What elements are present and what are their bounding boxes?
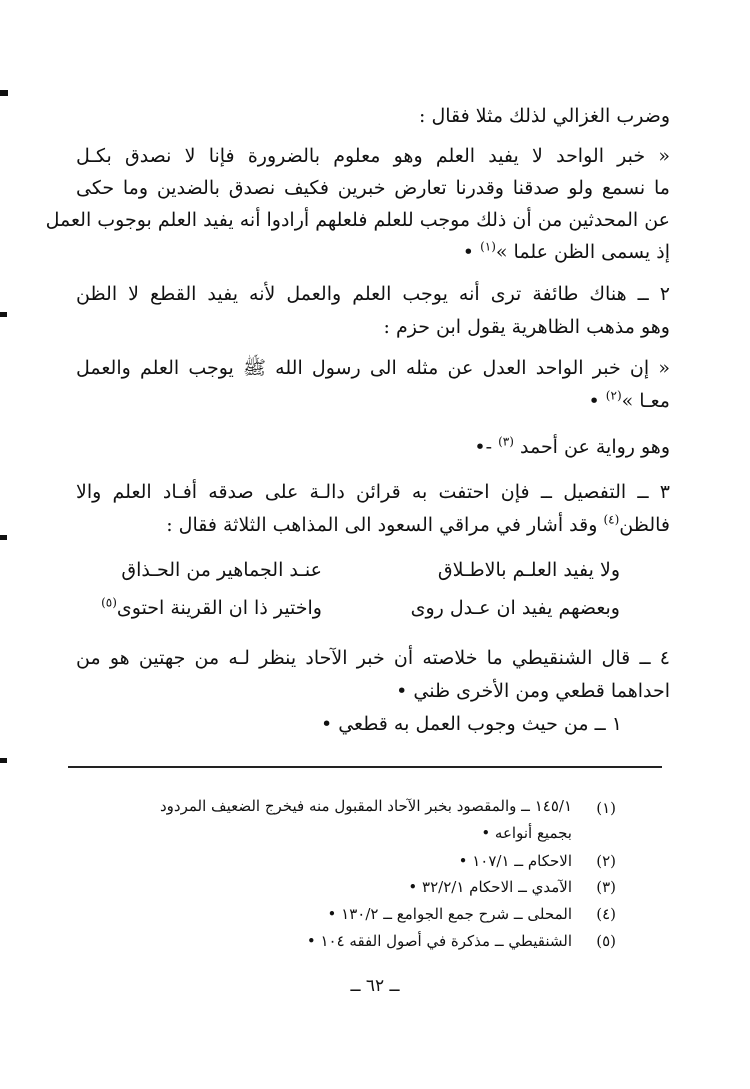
footnote-text: الشنقيطي ــ مذكرة في أصول الفقه ١٠٤ • [306,932,572,950]
text-line: ١ ــ من حيث وجوب العمل به قطعي • [320,713,622,735]
scan-mark [0,312,7,317]
text-line [166,513,670,537]
text-line: « خبر الواحد لا يفيد العلم وهو معلوم بالضرورة فإنا لا نصدق بكـل [76,145,670,167]
verse-hemistich-right: وبعضهم يفيد ان عـدل روى [410,597,620,619]
scan-mark [0,535,7,540]
footnote-text: ١٤٥/١ ــ والمقصود بخبر الآحاد المقبول منه فيخرج الضعيف المردود [159,797,572,815]
verse-hemistich-left: عنـد الجماهير من الحـذاق [121,559,322,581]
text-line: وهو مذهب الظاهرية يقول ابن حزم : [383,316,670,338]
period: • [462,241,475,263]
footnote-ref: (٥) [101,595,117,610]
footnote-separator [68,766,662,768]
footnote-text: الآمدي ــ الاحكام ٣٢/٢/١ • [408,878,572,896]
text-span: معـا » [621,390,670,412]
text-line: ٤ ــ قال الشنقيطي ما خلاصته أن خبر الآحاد ينظر لـه من جهتين هو من [76,647,670,669]
text-line: « إن خبر الواحد العدل عن مثله الى رسول الله ﷺ يوجب العلم والعمل [76,357,670,379]
footnote-ref: (٢) [605,388,622,403]
text-line: عن المحدثين من أن ذلك موجب للعلم فلعلهم أرادوا أنه يفيد العلم بوجوب العمل [45,209,670,231]
verse-hemistich-left [101,596,322,620]
period: -• [474,436,493,458]
text-span: وقد أشار في مراقي السعود الى المذاهب الثلاثة فقال : [166,514,598,536]
footnote-number: (٣) [596,878,616,896]
text-line [474,435,670,459]
page-number: ــ ٦٢ ــ [350,976,400,996]
footnote-number: (٥) [596,932,616,950]
text-line [463,240,670,264]
text-line: ٢ ــ هناك طائفة ترى أنه يوجب العلم والعمل لأنه يفيد القطع لا الظن [76,283,670,305]
text-line [589,389,670,413]
text-line: ما نسمع ولو صدقنا وقدرنا تعارض خبرين فكيف نصدق بالضدين وما حكى [76,177,670,199]
scan-mark [0,90,8,96]
scan-mark [0,758,7,763]
footnote-number: (٤) [596,905,616,923]
footnote-text: بجميع أنواعه • [481,824,572,842]
footnote-text: المحلى ــ شرح جمع الجوامع ــ ١٣٠/٢ • [327,905,572,923]
text-span: واختير ذا ان القرينة احتوى [116,597,322,619]
text-span: وهو رواية عن أحمد [519,436,670,458]
verse-hemistich-right: ولا يفيد العلـم بالاطـلاق [437,559,620,581]
footnote-ref: (٤) [603,512,620,527]
footnote-number: (٢) [596,852,616,870]
footnote-ref: (١) [480,239,496,254]
footnote-number: (١) [596,799,616,817]
text-line: وضرب الغزالي لذلك مثلا فقال : [419,105,670,127]
text-span: إذ يسمى الظن علما » [495,241,670,263]
footnote-text: الاحكام ــ ١٠٧/١ • [458,852,572,870]
footnote-ref: (٣) [498,434,514,449]
text-line: ٣ ــ التفصيل ــ فإن احتفت به قرائن دالـة على صدقه أفـاد العلم والا [76,481,670,503]
text-span: فالظن [619,514,670,536]
text-line: احداهما قطعي ومن الأخرى ظني • [396,680,670,702]
period: • [588,390,600,412]
